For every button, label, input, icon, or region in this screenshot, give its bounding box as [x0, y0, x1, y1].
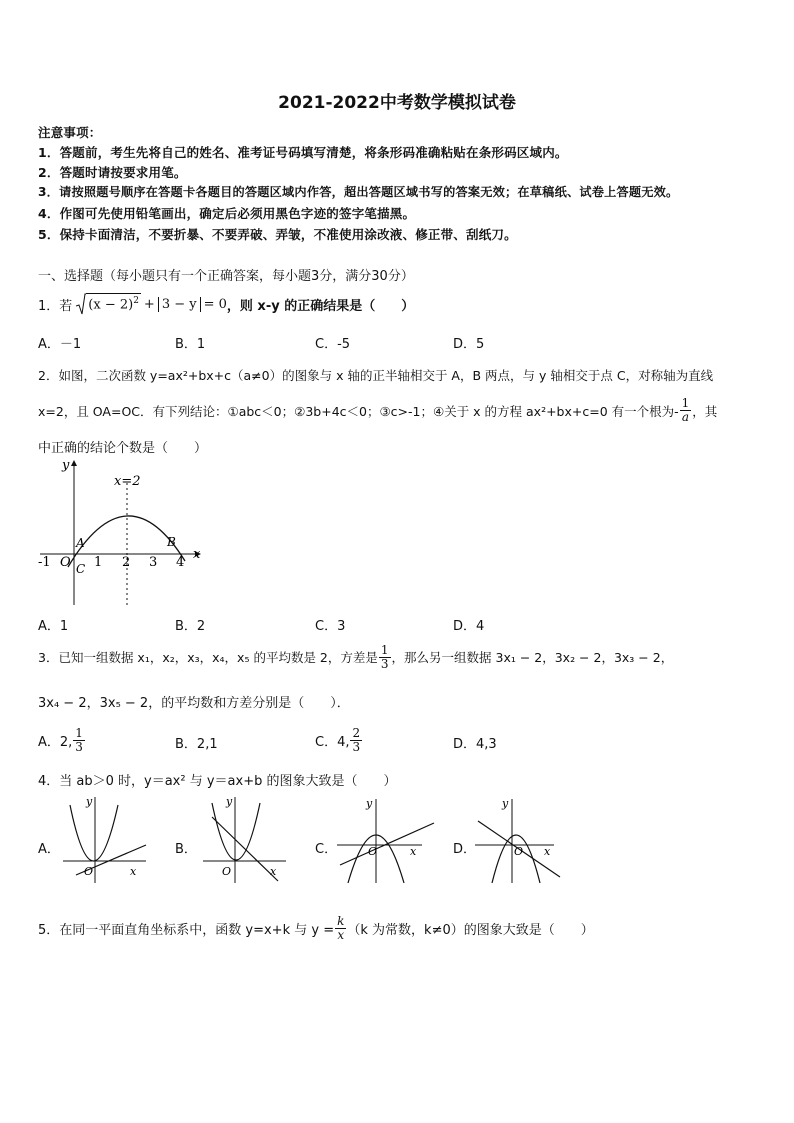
tick-4: 4 [176, 555, 185, 570]
origin-label: O [60, 555, 71, 570]
q4d-o: O [514, 845, 524, 858]
q3-var-den: 3 [380, 656, 389, 671]
q4-question: 4．当 ab＞0 时，y＝ax² 与 y＝ax+b 的图象大致是（ ） [38, 774, 397, 789]
q2-option-c[interactable]: C．3 [315, 619, 346, 634]
q1-option-c[interactable]: C．-5 [315, 337, 351, 352]
graph-x-label: x [193, 547, 201, 562]
q1-option-b[interactable]: B．1 [175, 337, 206, 352]
q1-eq: = 0 [203, 296, 227, 312]
q1-suffix: ，则 x-y 的正确结果是（ ） [226, 298, 415, 314]
q3-line-2: 3x₄ − 2，3x₅ − 2，的平均数和方差分别是（ ）． [38, 696, 350, 711]
q1-abs: 3 − y [158, 297, 201, 312]
q5-frac-num: k [337, 913, 345, 928]
tick-2: 2 [122, 555, 131, 570]
point-a-label: A [76, 536, 85, 550]
q3-c-num: 2 [352, 725, 361, 740]
q3-option-c-fraction [350, 727, 362, 754]
q3-option-a[interactable] [38, 724, 86, 756]
question-1 [38, 293, 414, 315]
q1-sqrt-inner: (x − 2) [88, 297, 134, 313]
q2-option-d[interactable]: D．4 [453, 619, 485, 634]
q2-fraction [680, 397, 692, 424]
notice-item-2: 2．答题时请按要求用笔。 [38, 165, 187, 180]
q4d-y: y [502, 797, 509, 810]
q1-square: 2 [133, 296, 139, 306]
q2-line-1: 2．如图，二次函数 y=ax²+bx+c（a≠0）的图象与 x 轴的正半轴相交于 A，B 两点，与 y 轴相交于点 C，对称轴为直线 [38, 368, 714, 383]
q2-parabola-graph [30, 455, 210, 610]
q2-frac-num: 1 [681, 396, 690, 410]
q3-option-d[interactable]: D．4,3 [453, 737, 497, 752]
q4b-y: y [226, 795, 233, 808]
q5-text: 5．在同一平面直角坐标系中，函数 y=x+k 与 y = [38, 922, 335, 938]
notice-item-5: 5．保持卡面清洁，不要折暴、不要弄破、弄皱，不准使用涂改液、修正带、刮纸刀。 [38, 227, 517, 242]
tick-neg1: -1 [38, 555, 51, 570]
q1-plus: + [143, 296, 155, 312]
sqrt-sign-icon [76, 293, 86, 315]
q3-option-a-fraction [73, 727, 85, 754]
q1-option-a[interactable]: A．－1 [38, 337, 82, 352]
q4d-x: x [544, 845, 551, 858]
notice-item-3: 3．请按照题号顺序在答题卡各题目的答题区域内作答，超出答题区域书写的答案无效；在草稿纸、试卷上答题无效。 [38, 185, 679, 199]
q4-option-b-label[interactable]: B． [175, 842, 197, 857]
tick-1: 1 [94, 555, 103, 570]
section-heading: 一、选择题（每小题只有一个正确答案，每小题3分，满分30分） [38, 269, 414, 284]
q3-option-b[interactable]: B．2,1 [175, 737, 218, 752]
q2-option-a[interactable]: A．1 [38, 619, 69, 634]
tick-3: 3 [149, 555, 158, 570]
q4c-o: O [368, 845, 378, 858]
q3-option-c-label: C．4, [315, 734, 350, 750]
q2-line-2-end: ，其 [692, 403, 718, 419]
q2-option-b[interactable]: B．2 [175, 619, 206, 634]
q2-line-2 [38, 397, 717, 424]
q2-line-2-text: x=2，且 OA=OC．有下列结论：①abc＜0；②3b+4c＜0；③c>-1；④关于 x 的方程 ax²+bx+c=0 有一个根为- [38, 403, 679, 419]
q4-graph-a[interactable] [58, 793, 153, 885]
point-b-label: B [167, 535, 176, 549]
graph-y-label: y [62, 458, 70, 473]
notice-item-1: 1．答题前，考生先将自己的姓名、准考证号码填写清楚，将条形码准确粘贴在条形码区域内。 [38, 145, 568, 160]
q3-line-1-end: ，那么另一组数据 3x₁ − 2，3x₂ − 2，3x₃ − 2， [391, 650, 674, 665]
q4-graph-c[interactable] [332, 793, 437, 885]
q5-fraction [335, 915, 346, 942]
q4a-o: O [84, 865, 94, 878]
q4a-x: x [130, 865, 137, 878]
q3-line-1 [38, 640, 673, 674]
q5-text-end: （k 为常数，k≠0）的图象大致是（ ） [347, 922, 594, 938]
notice-heading: 注意事项： [38, 125, 102, 140]
q2-frac-den: a [681, 410, 690, 424]
q4-option-c-label[interactable]: C． [315, 842, 338, 857]
q4b-o: O [222, 865, 232, 878]
q1-prefix: 1．若 [38, 298, 73, 314]
q4b-x: x [270, 865, 277, 878]
q4-graph-b[interactable] [198, 793, 293, 885]
q1-option-d[interactable]: D．5 [453, 337, 485, 352]
q4c-x: x [410, 845, 417, 858]
q4-option-a-label[interactable]: A． [38, 842, 60, 857]
q3-c-den: 3 [352, 739, 361, 754]
q3-option-a-label: A．2, [38, 734, 73, 750]
q3-line-1-text: 3．已知一组数据 x₁，x₂，x₃，x₄，x₅ 的平均数是 2，方差是 [38, 650, 378, 665]
notice-item-4: 4．作图可先使用铅笔画出，确定后必须用黑色字迹的签字笔描黑。 [38, 206, 416, 221]
symmetry-label: x=2 [114, 474, 141, 489]
q1-sqrt-expression [76, 293, 141, 315]
q4-graph-d[interactable] [470, 793, 570, 885]
q4-option-d-label[interactable]: D． [453, 842, 477, 857]
q4c-y: y [366, 797, 373, 810]
q3-var-num: 1 [380, 642, 389, 657]
q3-option-c[interactable] [315, 724, 363, 756]
q3-variance-fraction [379, 644, 391, 671]
point-c-label: C [76, 562, 86, 576]
exam-title: 2021-2022中考数学模拟试卷 [278, 93, 516, 113]
q5-question [38, 910, 594, 946]
q3-a-num: 1 [75, 725, 83, 740]
q5-frac-den: x [337, 927, 345, 942]
q3-a-den: 3 [75, 739, 83, 754]
q2-line-3: 中正确的结论个数是（ ） [38, 441, 208, 456]
q4a-y: y [86, 795, 93, 808]
